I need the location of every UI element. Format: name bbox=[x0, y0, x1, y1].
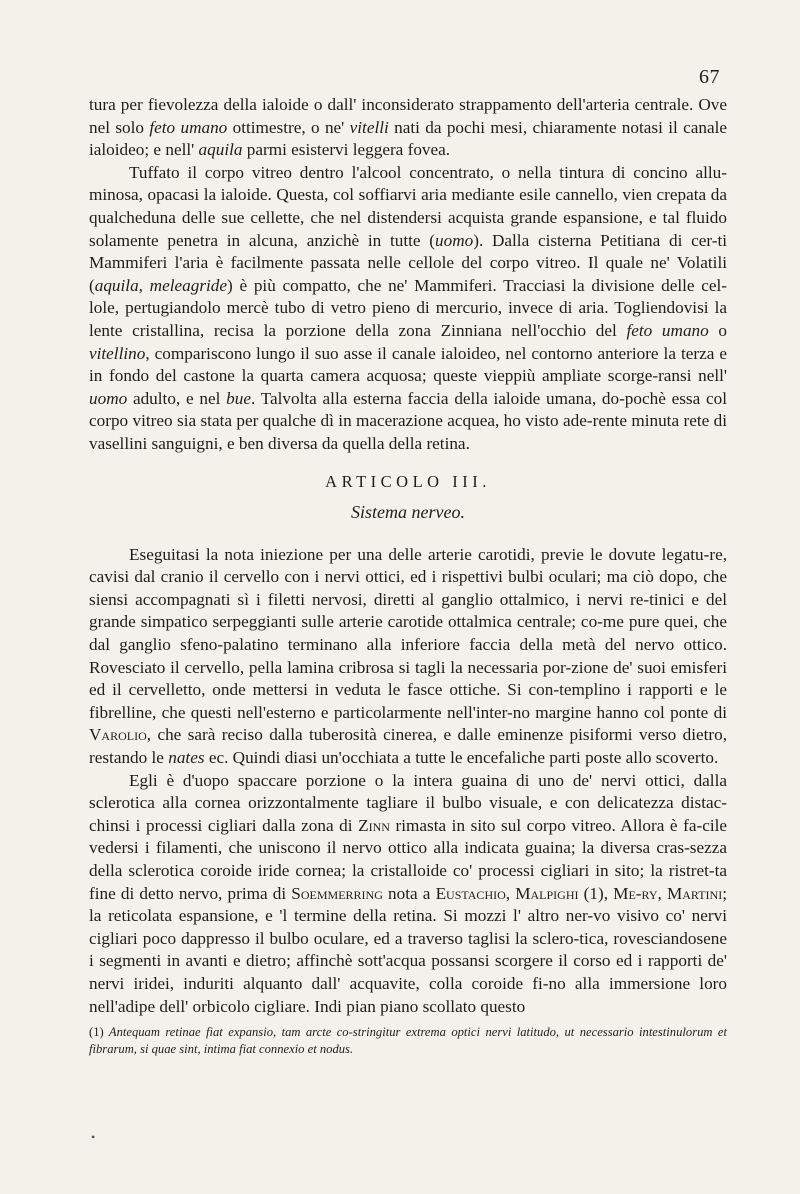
italic-term: vitelli bbox=[349, 117, 389, 137]
text: nati da pochi mesi, chiaramente notasi il canale ialoideo; e nell' bbox=[89, 117, 727, 160]
text: adulto, e nel bbox=[127, 388, 227, 408]
paragraph-3 bbox=[89, 544, 727, 770]
footnote-marker: (1) bbox=[89, 1025, 104, 1039]
italic-term: feto umano bbox=[149, 117, 228, 137]
text: ) è più compatto, che ne' Mammiferi. Tracciasi la divisione delle cel-lole, pertugiandolo mercè tubo di vetro pieno di mercurio, invece di aria. Togliendovisi la lente cristallina, recisa la porzione della zona Zinniana nell'occhio del bbox=[89, 275, 728, 340]
footnote bbox=[89, 1024, 727, 1058]
author-name: Zinn bbox=[358, 815, 390, 835]
text: . Talvolta alla esterna faccia della ialoide umana, do-pochè essa col corpo vitreo sia stata per qualche dì in macerazione acquea, ho visto ade-rente minuta rete di vasellini sanguigni, e ben diversa da quella della retina. bbox=[89, 388, 727, 453]
italic-term: aquila bbox=[198, 140, 243, 160]
italic-term: bue bbox=[226, 388, 251, 408]
text: parmi esistervi leggera fovea. bbox=[242, 140, 451, 160]
text: Tuffato il corpo vitreo dentro l'alcool concentrato, o nella tintura di concino allu-minosa, opacasi la ialoide. Questa, col soffiarvi aria mediante esile cannello, vien crepata da qualcheduna delle sue cellette, che nel distendersi acquista grande espansione, e tal fluido solamente penetra in alcuna, anzichè in tutte ( bbox=[89, 162, 727, 250]
page-number: 67 bbox=[699, 66, 720, 88]
author-name: Martini bbox=[666, 883, 723, 903]
italic-term: nates bbox=[168, 748, 205, 768]
text: (1), bbox=[578, 883, 614, 903]
paragraph-4 bbox=[89, 770, 727, 1019]
text: ottimestre, o ne' bbox=[227, 117, 350, 137]
italic-term: aquila, meleagride bbox=[94, 275, 228, 295]
author-name: Malpighi bbox=[515, 883, 579, 903]
body-text bbox=[89, 94, 727, 1018]
italic-term: uomo bbox=[89, 388, 128, 408]
text: , che sarà reciso dalla tuberosità cinerea, e dalle eminenze pisiformi verso dietro, restando le bbox=[89, 725, 727, 768]
text: ec. Quindi diasi un'occhiata a tutte le encefaliche parti poste allo scoverto. bbox=[204, 748, 719, 768]
text: tura per fievolezza della ialoide o dall' inconsiderato strappamento dell'arteria centrale. Ove nel solo bbox=[89, 95, 727, 137]
paragraph-2 bbox=[89, 162, 727, 456]
paragraph-1 bbox=[89, 94, 727, 162]
author-name: Eustachio bbox=[435, 883, 506, 903]
italic-term: feto umano bbox=[626, 320, 709, 340]
text: ). Dalla cisterna Petitiana di cer-ti Mammiferi l'aria è facilmente passata nelle cellole del corpo vitreo. Il quale ne' Volatili ( bbox=[89, 230, 728, 295]
text: o bbox=[708, 320, 728, 340]
stray-mark: • bbox=[91, 1130, 96, 1144]
text: , compariscono lungo il suo asse il canale ialoideo, nel contorno anteriore la terza e in fondo del castone la quarta camera acquosa; queste vieppiù ampliate scorge-ransi nell' bbox=[89, 343, 727, 386]
article-heading: ARTICOLO III. bbox=[325, 471, 491, 491]
text: nota a bbox=[382, 883, 436, 903]
text: Egli è d'uopo spaccare porzione o la intera guaina di uno de' nervi ottici, dalla sclerotica alla cornea orizzontalmente tagliare il bulbo visuale, e con delicatezza distac-chinsi i processi cigliari dalla zona di bbox=[89, 770, 727, 835]
text: Eseguitasi la nota iniezione per una delle arterie carotidi, previe le dovute legatu-re, cavisi dal cranio il cervello con i nervi ottici, ed i rispettivi bulbi oculari; ma ciò dopo, che siensi accompagnati sì i filetti nervosi, diretti al ganglio ottalmico, i nervi re-tinici e del grande simpatico serpeggianti sulle arterie carotide ottalmica centrale; co-me pure quei, che dal ganglio sfeno-palatino terminano alla inferiore faccia della metà del nervo ottico. Rovesciato il cervello, pella lamina cribrosa si tagli la necessaria por-zione de' suoi emisferi ed il cervelletto, onde mettersi in veduta le fasce ottiche. Si con-templino i rapporti e le fibrelline, che questi nell'esterno e particolarmente nell'inter-no margine hanno col ponte di bbox=[89, 544, 727, 722]
author-name: Varolio bbox=[89, 725, 147, 745]
italic-term: vitellino bbox=[89, 343, 146, 363]
text: , bbox=[505, 883, 516, 903]
text: ; la reticolata espansione, e 'l termine della retina. Si mozzi l' altro ner-vo visivo co' nervi cigliari poco dappresso il bulbo oculare, ed a traverso taglisi la sclero-tica, rovesciandosene i segmenti in avanti e dietro; affinchè sott'acqua possansi scorgere il corso ed i rapporti de' nervi iridei, induriti alquanto dall' acquavite, colla coroide fi-no alla immersione loro nell'adipe dell' orbicolo cigliare. Indi pian piano scollato questo bbox=[89, 883, 727, 1016]
italic-term: uomo bbox=[435, 230, 474, 250]
author-name: Soemmerring bbox=[291, 883, 383, 903]
text: , bbox=[657, 883, 667, 903]
section-title: Sistema nerveo. bbox=[351, 502, 465, 523]
text: rimasta in sito sul corpo vitreo. Allora è fa-cile vedersi i filamenti, che uniscono il nervo ottico alla indicata guaina; la diversa cras-sezza della sclerotica coroide iride cornea; la cristalloide co' processi cigliari in sito; la ristret-ta fine di detto nervo, prima di bbox=[89, 815, 727, 903]
footnote-text: Antequam retinae fiat expansio, tam arcte co-stringitur extrema optici nervi latitudo, ut necessario intestinulorum et fibrarum, si quae sint, intima fiat connexio et nodus. bbox=[89, 1025, 727, 1056]
author-name: Me-ry bbox=[613, 883, 658, 903]
